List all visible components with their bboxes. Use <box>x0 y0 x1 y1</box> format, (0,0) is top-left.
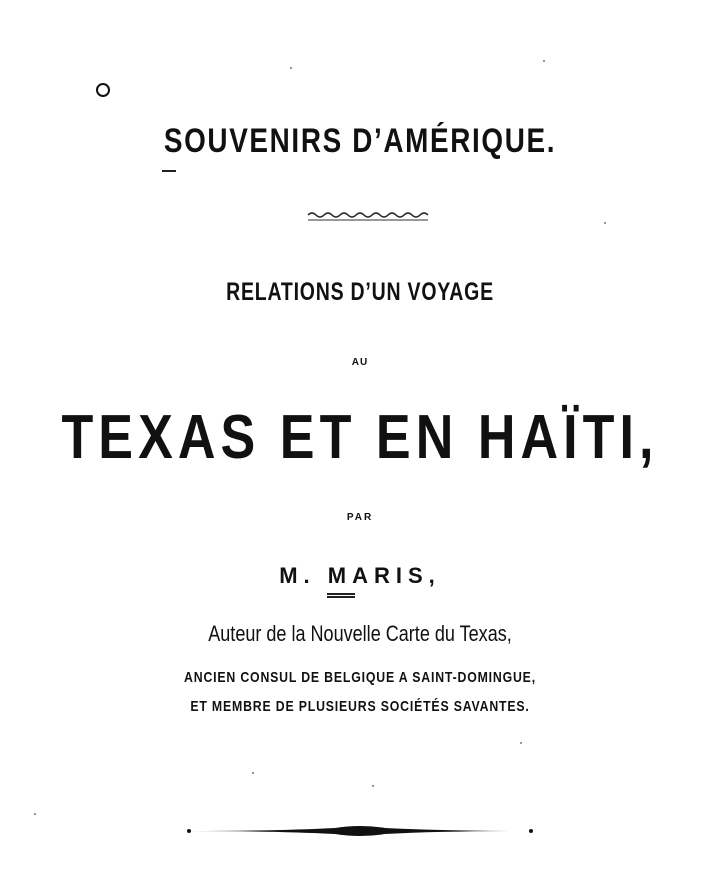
preposition: AU <box>351 357 369 368</box>
author-underline-mark <box>327 593 355 598</box>
wavy-divider <box>306 210 430 224</box>
memberships: ET MEMBRE DE PLUSIEURS SOCIÉTÉS SAVANTES. <box>190 698 530 715</box>
main-title: TEXAS ET EN HAÏTI, <box>61 403 659 472</box>
paper-speck <box>252 772 254 774</box>
subtitle: RELATIONS D’UN VOYAGE <box>226 278 494 306</box>
paper-speck <box>604 222 606 224</box>
by-label: PAR <box>346 512 374 523</box>
paper-speck <box>520 742 522 744</box>
paper-speck <box>34 813 36 815</box>
paper-speck <box>290 67 292 69</box>
ornamental-rule <box>185 822 535 840</box>
circle-mark <box>96 83 110 97</box>
former-position: ANCIEN CONSUL DE BELGIQUE A SAINT-DOMINGUE, <box>184 669 536 686</box>
paper-speck <box>543 60 545 62</box>
author-name: M. MARIS, <box>279 563 441 588</box>
paper-speck <box>372 785 374 787</box>
title-underline-mark <box>162 170 176 172</box>
author-description: Auteur de la Nouvelle Carte du Texas, <box>208 621 512 646</box>
series-title: SOUVENIRS D’AMÉRIQUE. <box>163 122 557 160</box>
